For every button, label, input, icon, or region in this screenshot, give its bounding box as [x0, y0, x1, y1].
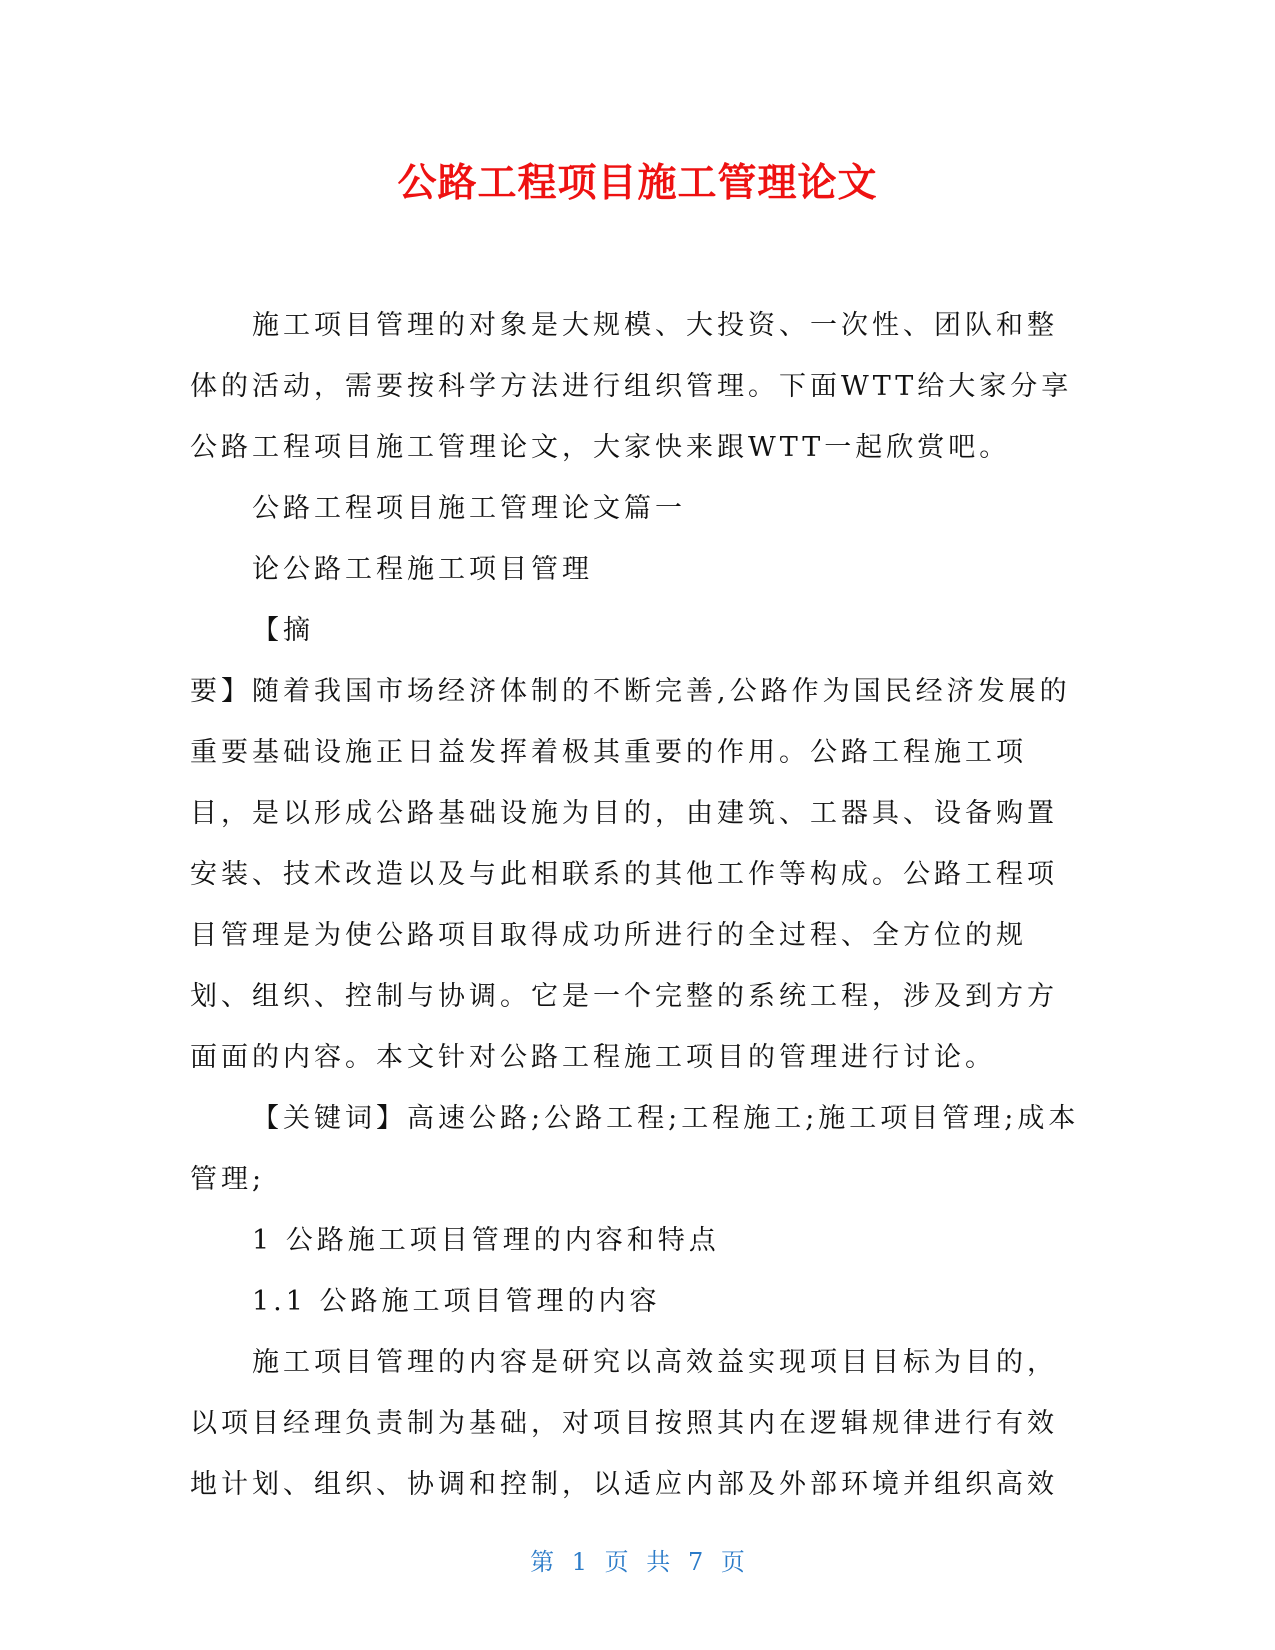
document-title: 公路工程项目施工管理论文 [397, 161, 878, 206]
paper-title: 论公路工程施工项目管理 [252, 554, 593, 585]
intro-paragraph: 施工项目管理的对象是大规模、大投资、一次性、团队和整体的活动，需要按科学方法进行组织管理。下面WTT给大家分享公路工程项目施工管理论文，大家快来跟WTT一起欣赏吧。 [190, 310, 1073, 463]
section-1-1-heading: 1.1 公路施工项目管理的内容 [252, 1286, 661, 1317]
page-footer: 第 1 页 共 7 页 [530, 1548, 745, 1576]
keywords-paragraph: 【关键词】高速公路;公路工程;工程施工;施工项目管理;成本管理; [190, 1103, 1080, 1195]
section-heading: 公路工程项目施工管理论文篇一 [252, 493, 686, 524]
document-body [190, 295, 1080, 1515]
section-1-heading: 1 公路施工项目管理的内容和特点 [252, 1225, 720, 1256]
abstract-paragraph: 要】随着我国市场经济体制的不断完善,公路作为国民经济发展的重要基础设施正日益发挥着极其重要的作用。公路工程施工项目，是以形成公路基础设施为目的，由建筑、工器具、设备购置安装、技术改造以及与此相联系的其他工作等构成。公路工程项目管理是为使公路项目取得成功所进行的全过程、全方位的规划、组织、控制与协调。它是一个完整的系统工程，涉及到方方面面的内容。本文针对公路工程施工项目的管理进行讨论。 [190, 676, 1071, 1073]
abstract-label: 【摘 [252, 615, 314, 646]
body-paragraph: 施工项目管理的内容是研究以高效益实现项目目标为目的，以项目经理负责制为基础，对项目按照其内在逻辑规律进行有效地计划、组织、协调和控制，以适应内部及外部环境并组织高效 [190, 1347, 1058, 1500]
